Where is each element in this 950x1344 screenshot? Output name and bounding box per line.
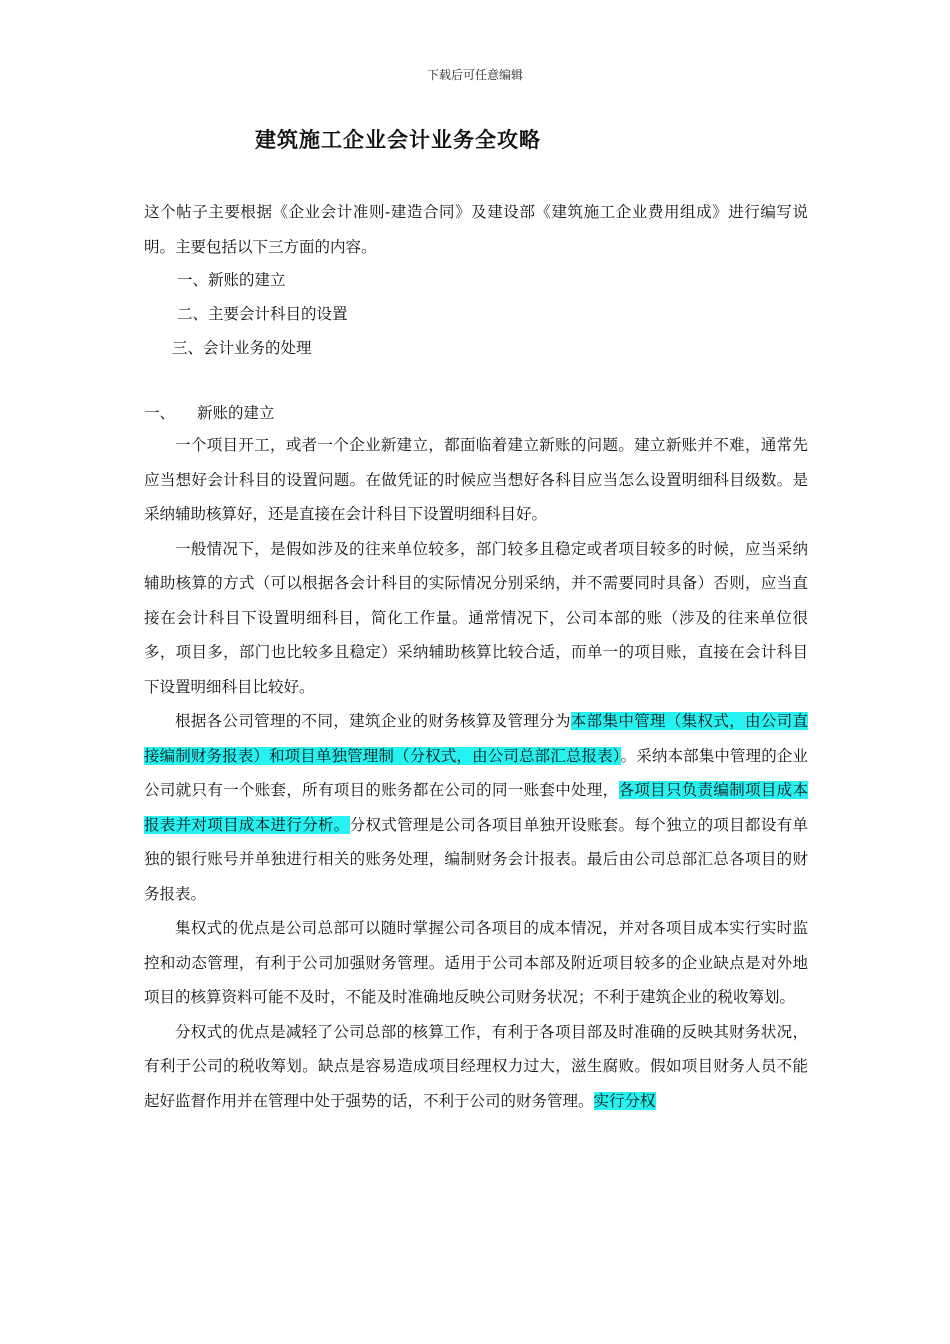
paragraph-3-text-a: 根据各公司管理的不同，建筑企业的财务核算及管理分为 bbox=[175, 712, 571, 730]
intro-paragraph: 这个帖子主要根据《企业会计准则-建造合同》及建设部《建筑施工企业费用组成》进行编写说明。主要包括以下三方面的内容。 bbox=[144, 203, 808, 256]
paragraph-2: 一般情况下，是假如涉及的往来单位较多，部门较多且稳定或者项目较多的时候，应当采纳辅助核算的方式（可以根据各会计科目的实际情况分别采纳，并不需要同时具备）否则，应当直接在会计科目下设置明细科目，简化工作量。通常情况下，公司本部的账（涉及的往来单位很多，项目多，部门也比较多且稳定）采纳辅助核算比较合适，而单一的项目账，直接在会计科目下设置明细科目比较好。 bbox=[144, 539, 808, 696]
paragraph-4: 集权式的优点是公司总部可以随时掌握公司各项目的成本情况，并对各项目成本实行实时监控和动态管理，有利于公司加强财务管理。适用于公司本部及附近项目较多的企业缺点是对外地项目的核算资料可能不及时，不能及时准确地反映公司财务状况；不利于建筑企业的税收筹划。 bbox=[144, 919, 808, 1006]
paragraph-5-text-a: 分权式的优点是减轻了公司总部的核算工作，有利于各项目部及时准确的反映其财务状况，有利于公司的税收筹划。缺点是容易造成项目经理权力过大，滋生腐败。假如项目财务人员不能起好监督作用并在管理中处于强势的话，不利于公司的财务管理。 bbox=[144, 1022, 808, 1110]
list-item-3: 三、会计业务的处理 bbox=[172, 339, 312, 357]
paragraph-5 bbox=[144, 1015, 808, 1119]
document-title: 建筑施工企业会计业务全攻略 bbox=[255, 128, 541, 152]
highlight-project-cost-report: 各项目只负责编制项目成本报表并对项目成本进行分析。 bbox=[144, 781, 808, 834]
paragraph-3-text-c: 。采纳本部集中管理的企业公司就只有一个账套，所有项目的账务都在公司的同一账套中处理， bbox=[144, 746, 808, 799]
list-item-2: 二、主要会计科目的设置 bbox=[177, 305, 348, 323]
section-body bbox=[144, 428, 808, 1118]
section-number: 一、 bbox=[144, 404, 176, 422]
section-heading bbox=[144, 401, 275, 423]
paragraph-3 bbox=[144, 704, 808, 911]
list-item-1: 一、新账的建立 bbox=[177, 271, 286, 289]
highlight-management-types: 本部集中管理（集权式，由公司直接编制财务报表）和项目单独管理制（分权式，由公司总部汇总报表） bbox=[144, 712, 808, 765]
page-header: 下载后可任意编辑 bbox=[426, 68, 523, 82]
paragraph-1: 一个项目开工，或者一个企业新建立，都面临着建立新账的问题。建立新账并不难，通常先应当想好会计科目的设置问题。在做凭证的时候应当想好各科目应当怎么设置明细科目级数。是采纳辅助核算好，还是直接在会计科目下设置明细科目好。 bbox=[144, 436, 808, 523]
paragraph-3-text-e: 分权式管理是公司各项目单独开设账套。每个独立的项目都设有单独的银行账号并单独进行相关的账务处理，编制财务会计报表。最后由公司总部汇总各项目的财务报表。 bbox=[144, 815, 808, 903]
section-title: 新账的建立 bbox=[197, 404, 275, 422]
highlight-decentralized: 实行分权 bbox=[593, 1091, 656, 1110]
